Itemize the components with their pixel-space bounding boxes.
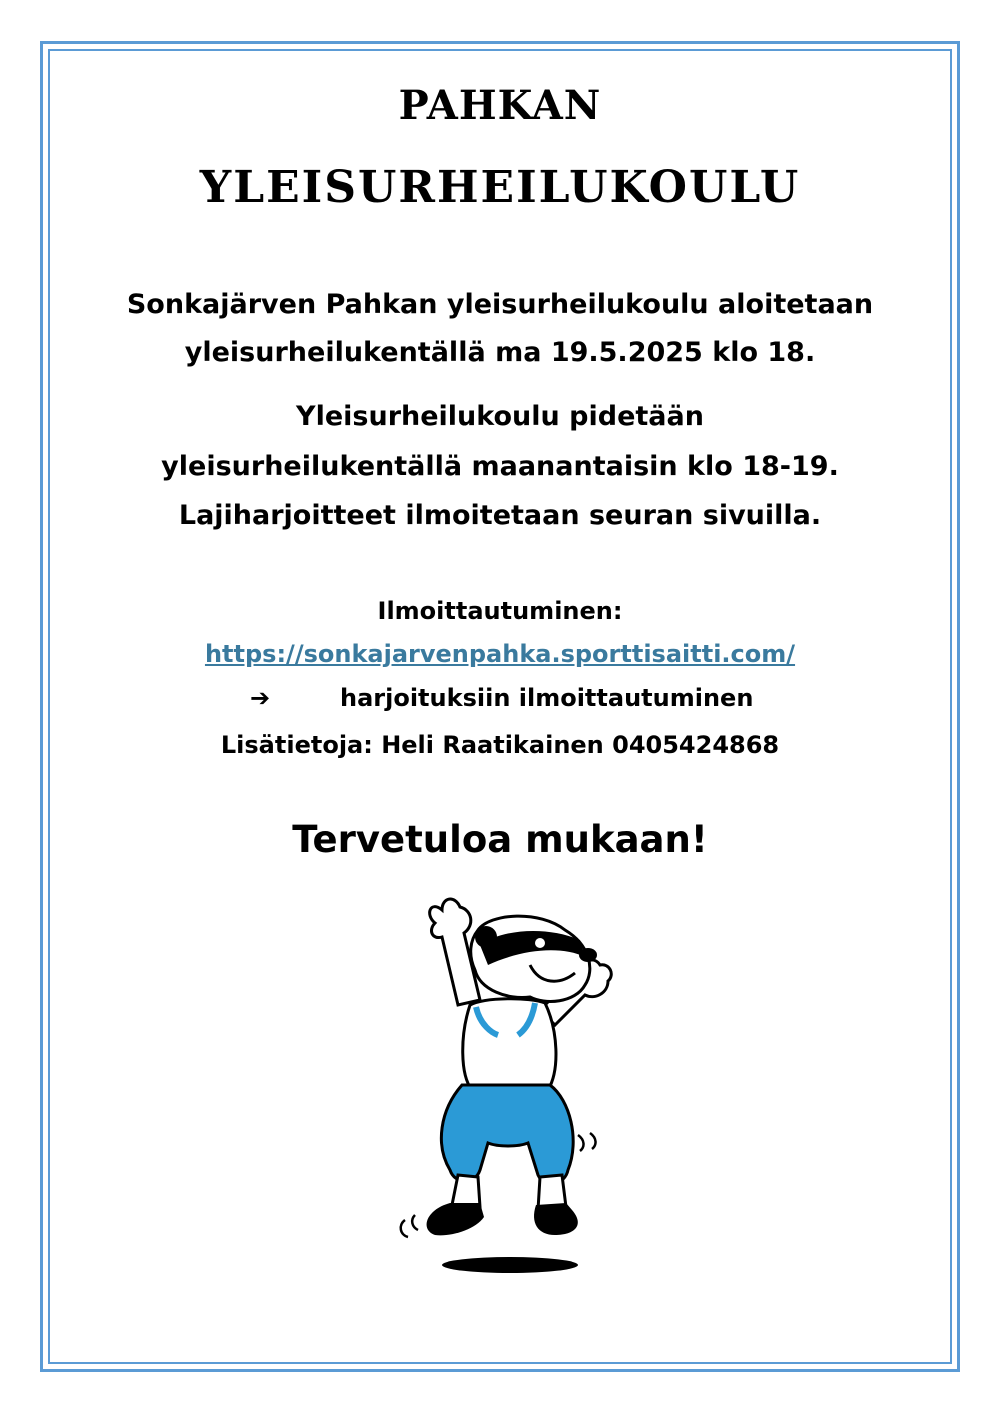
schedule-line-2: yleisurheilukentällä maanantaisin klo 18-19. [161,451,839,482]
contact-info: Lisätietoja: Heli Raatikainen 0405424868 [220,731,780,759]
registration-heading: Ilmoittautuminen: [377,597,623,625]
intro-line-1: Sonkajärven Pahkan yleisurheilukoulu aloitetaan [126,289,874,320]
registration-arrow-row [250,684,753,712]
registration-arrow-text: harjoituksiin ilmoittautuminen [340,684,754,712]
right-arrow-icon: ➔ [250,684,271,712]
title-line-2: YLEISURHEILUKOULU [199,162,801,213]
schedule-line-1: Yleisurheilukoulu pidetään [296,401,704,432]
welcome-text: Tervetuloa mukaan! [292,818,708,861]
intro-line-2: yleisurheilukentällä ma 19.5.2025 klo 18. [184,337,816,368]
registration-link[interactable]: https://sonkajarvenpahka.sporttisaitti.com/ [204,640,796,668]
title-line-1: PAHKAN [398,82,602,129]
schedule-line-3: Lajiharjoitteet ilmoitetaan seuran sivuilla. [178,500,822,531]
badger-mascot-illustration [380,885,650,1285]
